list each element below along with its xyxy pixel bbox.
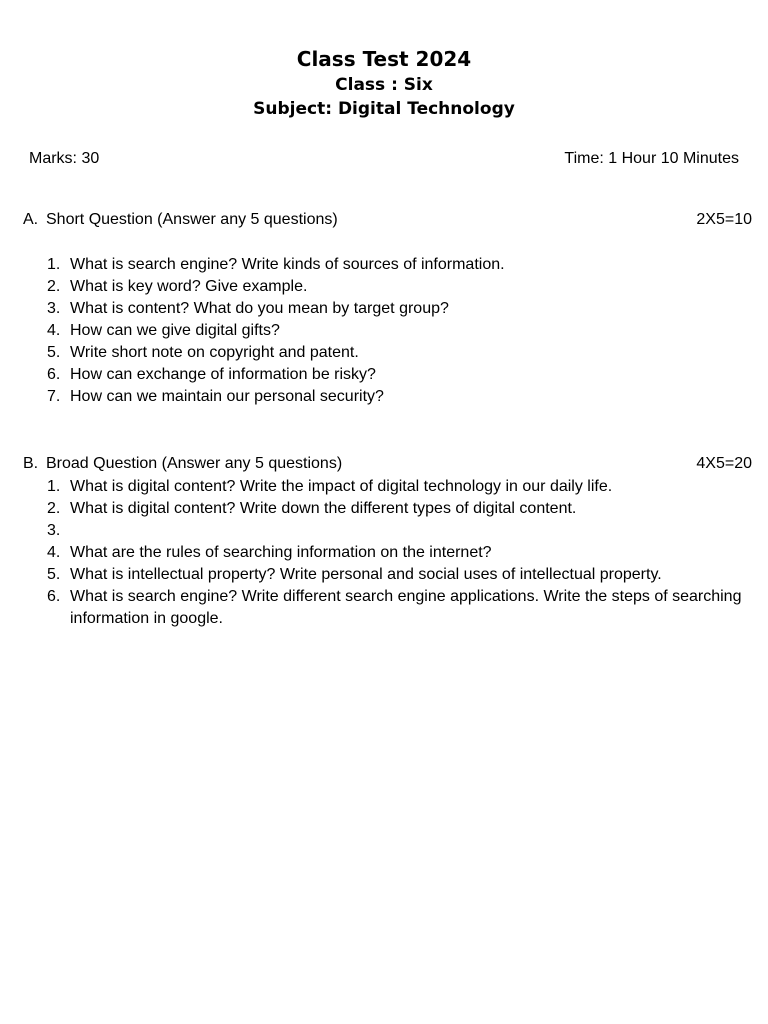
- list-item: [47, 254, 767, 276]
- list-item: [47, 386, 767, 408]
- question-text: What is search engine? Write different search engine applications. Write the steps of searching information in google.: [70, 588, 742, 627]
- list-item: [47, 320, 767, 342]
- section-a-title: Short Question (Answer any 5 questions): [46, 211, 338, 228]
- question-number: 3.: [47, 522, 61, 539]
- list-item: [47, 298, 767, 320]
- list-item: [47, 520, 767, 542]
- question-number: 2.: [47, 500, 61, 517]
- section-b-heading: [23, 453, 752, 475]
- question-text: What is digital content? Write down the different types of digital content.: [70, 500, 577, 517]
- question-number: 1.: [47, 478, 61, 495]
- section-a-marks: 2X5=10: [696, 211, 752, 228]
- section-b-marks: 4X5=20: [696, 455, 752, 472]
- section-a-question-list: [47, 254, 767, 408]
- section-a-letter: A.: [23, 211, 39, 228]
- question-text: How can we give digital gifts?: [70, 322, 280, 339]
- question-number: 5.: [47, 566, 61, 583]
- list-item: [47, 476, 767, 498]
- document-title: Class Test 2024: [296, 47, 472, 71]
- question-number: 6.: [47, 588, 61, 605]
- question-number: 7.: [47, 388, 61, 405]
- list-item: [47, 364, 767, 386]
- question-text: What is search engine? Write kinds of sources of information.: [70, 256, 505, 273]
- list-item: [47, 342, 767, 364]
- question-text: How can exchange of information be risky?: [70, 366, 376, 383]
- section-b-title: Broad Question (Answer any 5 questions): [46, 455, 343, 472]
- list-item: [47, 498, 767, 520]
- section-b-letter: B.: [23, 455, 39, 472]
- section-a-heading: [23, 209, 752, 231]
- document-header: [0, 45, 768, 121]
- subject-line: Subject: Digital Technology: [253, 99, 515, 119]
- question-number: 1.: [47, 256, 61, 273]
- question-number: 4.: [47, 544, 61, 561]
- exam-time: Time: 1 Hour 10 Minutes: [564, 150, 739, 167]
- list-item: [47, 542, 767, 564]
- question-number: 2.: [47, 278, 61, 295]
- question-text: How can we maintain our personal security?: [70, 388, 384, 405]
- question-text: What is key word? Give example.: [70, 278, 308, 295]
- question-text: What is content? What do you mean by target group?: [70, 300, 449, 317]
- total-marks: Marks: 30: [29, 150, 100, 167]
- question-number: 6.: [47, 366, 61, 383]
- list-item: [47, 586, 767, 630]
- exam-meta-row: [29, 148, 739, 170]
- question-text: What is intellectual property? Write personal and social uses of intellectual property.: [70, 566, 662, 583]
- question-number: 5.: [47, 344, 61, 361]
- section-b-question-list: [47, 476, 767, 630]
- list-item: [47, 564, 767, 586]
- class-line: Class : Six: [335, 75, 433, 95]
- question-text: What are the rules of searching information on the internet?: [70, 544, 492, 561]
- question-text: Write short note on copyright and patent.: [70, 344, 359, 361]
- list-item: [47, 276, 767, 298]
- question-number: 3.: [47, 300, 61, 317]
- question-text: What is digital content? Write the impact of digital technology in our daily life.: [70, 478, 613, 495]
- question-number: 4.: [47, 322, 61, 339]
